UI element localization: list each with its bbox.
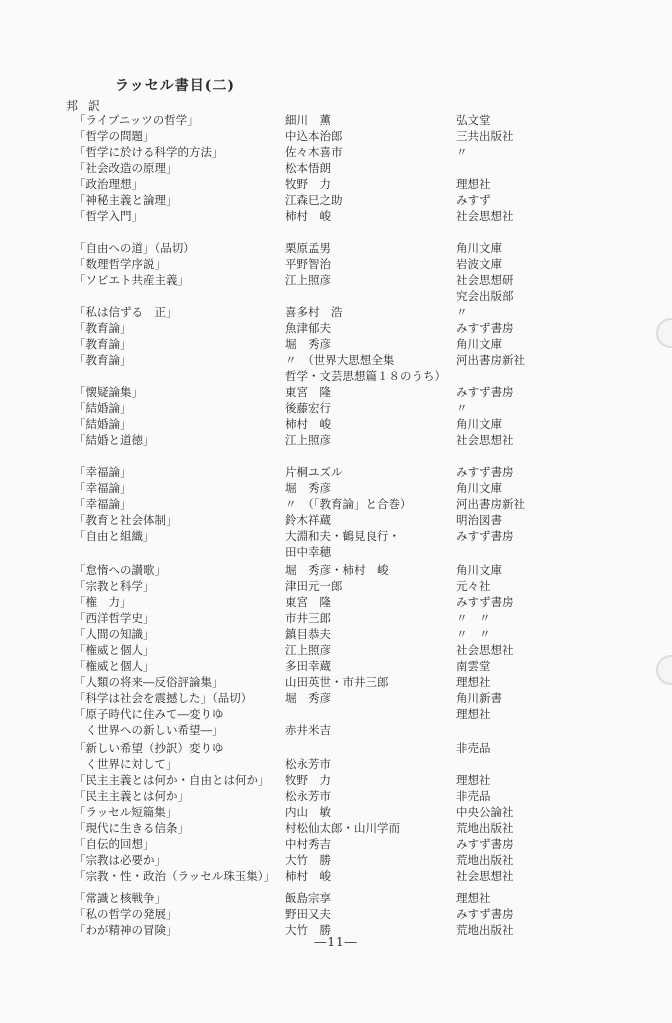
- list-item: [0, 562, 672, 578]
- entry-publisher: みすず書房: [456, 385, 514, 399]
- list-item: [0, 112, 672, 128]
- entry-translator: 鈴木祥蔵: [285, 513, 331, 527]
- entry-title: 「教育論」: [74, 321, 132, 335]
- list-item: [0, 176, 672, 192]
- entry-translator: 細川 薫: [285, 113, 331, 127]
- entry-translator: 後藤宏行: [285, 401, 331, 415]
- list-item: [0, 144, 672, 160]
- list-item: [0, 512, 672, 528]
- entry-translator: 佐々木喜市: [285, 145, 343, 159]
- list-item: [0, 400, 672, 416]
- list-item: [0, 906, 672, 922]
- section-label: 邦 訳: [66, 99, 103, 113]
- entry-publisher: みすず書房: [456, 321, 514, 335]
- entry-translator: 山田英世・市井三郎: [285, 675, 389, 689]
- list-item: [0, 368, 672, 384]
- entry-title: 「権威と個人」: [74, 643, 155, 657]
- list-item: [0, 804, 672, 820]
- list-item: [0, 160, 672, 176]
- list-item: [0, 836, 672, 852]
- entry-title: 「民主主義とは何か」: [74, 789, 189, 803]
- entry-title: 「私は信ずる 正」: [74, 305, 178, 319]
- entry-publisher: 明治図書: [456, 513, 502, 527]
- list-item: [0, 256, 672, 272]
- entry-translator: 〃 （世界大思想全集: [285, 353, 395, 367]
- entry-publisher: 角川文庫: [456, 481, 502, 495]
- entry-publisher: 究会出版部: [456, 289, 514, 303]
- list-item: [0, 868, 672, 884]
- entry-translator: 松永芳市: [285, 757, 331, 771]
- entry-title: 「教育論」: [74, 353, 132, 367]
- list-item: [0, 192, 672, 208]
- entry-publisher: 河出書房新社: [456, 497, 525, 511]
- list-item: [0, 432, 672, 448]
- entry-translator: 堀 秀彦・柿村 峻: [285, 563, 389, 577]
- entry-translator: 松本悟朗: [285, 161, 331, 175]
- list-item: [0, 642, 672, 658]
- entry-publisher: 社会思想社: [456, 433, 514, 447]
- entry-translator: 江上照彦: [285, 433, 331, 447]
- entry-translator: 大竹 勝: [285, 923, 331, 937]
- entry-publisher: 〃 〃: [456, 611, 491, 625]
- entry-title: 「ライプニッツの哲学」: [74, 113, 199, 127]
- entry-title: 「教育論」: [74, 337, 132, 351]
- entry-translator: 東宮 隆: [285, 385, 331, 399]
- entry-title: 「結婚論」: [74, 417, 132, 431]
- entry-title: 「神秘主義と論理」: [74, 193, 178, 207]
- entry-title: 「哲学入門」: [74, 209, 143, 223]
- entry-translator: 赤井米吉: [285, 723, 331, 737]
- entry-translator: 中村秀吉: [285, 837, 331, 851]
- list-item: [0, 890, 672, 906]
- entry-translator: 飯島宗享: [285, 891, 331, 905]
- entry-translator: 柿村 峻: [285, 209, 331, 223]
- entry-title: 「宗教と科学」: [74, 579, 155, 593]
- entry-publisher: 角川文庫: [456, 563, 502, 577]
- entry-title: 「権威と個人」: [74, 659, 155, 673]
- entry-publisher: 理想社: [456, 773, 491, 787]
- entry-title: 「現代に生きる信条」: [74, 821, 189, 835]
- entry-translator: 東宮 隆: [285, 595, 331, 609]
- list-item: [0, 626, 672, 642]
- entry-translator: 〃 （「教育論」と合巻）: [285, 497, 412, 511]
- entry-publisher: 岩波文庫: [456, 257, 502, 271]
- entry-translator: 松永芳市: [285, 789, 331, 803]
- entry-publisher: 荒地出版社: [456, 853, 514, 867]
- entry-publisher: 〃: [456, 401, 468, 415]
- list-item: [0, 722, 672, 738]
- entry-translator: 津田元一郎: [285, 579, 343, 593]
- list-item: [0, 690, 672, 706]
- entry-publisher: 〃: [456, 305, 468, 319]
- entry-translator: 柿村 峻: [285, 869, 331, 883]
- entry-translator: 村松仙太郎・山川学而: [285, 821, 400, 835]
- entry-publisher: 三共出版社: [456, 129, 514, 143]
- entry-translator: 江上照彦: [285, 643, 331, 657]
- entry-publisher: 社会思想社: [456, 643, 514, 657]
- list-item: [0, 288, 672, 304]
- list-item: [0, 128, 672, 144]
- entry-publisher: 荒地出版社: [456, 821, 514, 835]
- entry-publisher: 社会思想社: [456, 869, 514, 883]
- entry-title: 「哲学の問題」: [74, 129, 155, 143]
- entry-title: 「わが精神の冒険」: [74, 923, 178, 937]
- entry-title: 「新しい希望（抄訳）変りゆ: [74, 741, 224, 755]
- entry-title: 「社会改造の原理」: [74, 161, 178, 175]
- list-item: [0, 544, 672, 560]
- entry-translator: 牧野 力: [285, 177, 331, 191]
- entry-translator: 野田又夫: [285, 907, 331, 921]
- list-item: [0, 384, 672, 400]
- entry-translator: 多田幸蔵: [285, 659, 331, 673]
- entry-translator: 江森巳之助: [285, 193, 343, 207]
- entry-publisher: 元々社: [456, 579, 491, 593]
- entry-title: 「自由と組織」: [74, 529, 155, 543]
- list-item: [0, 528, 672, 544]
- entry-title: 「人間の知識」: [74, 627, 155, 641]
- list-item: [0, 320, 672, 336]
- entry-title: 「ラッセル短篇集」: [74, 805, 178, 819]
- entry-publisher: 荒地出版社: [456, 923, 514, 937]
- entry-translator: 市井三郎: [285, 611, 331, 625]
- entry-title: 「常識と核戦争」: [74, 891, 166, 905]
- list-item: [0, 578, 672, 594]
- entry-title: 「私の哲学の発展」: [74, 907, 178, 921]
- list-item: [0, 304, 672, 320]
- entry-title: 「自伝的回想」: [74, 837, 155, 851]
- entry-translator: 鎮目恭夫: [285, 627, 331, 641]
- list-item: [0, 772, 672, 788]
- entry-translator: 魚津郁夫: [285, 321, 331, 335]
- entry-translator: 大竹 勝: [285, 853, 331, 867]
- list-item: [0, 480, 672, 496]
- entry-title: 「幸福論」: [74, 481, 132, 495]
- entry-publisher: みすず書房: [456, 907, 514, 921]
- entry-publisher: みすず書房: [456, 465, 514, 479]
- list-item: [0, 496, 672, 512]
- entry-publisher: 河出書房新社: [456, 353, 525, 367]
- entry-translator: 堀 秀彦: [285, 691, 331, 705]
- entry-title: 「結婚と道徳」: [74, 433, 155, 447]
- entry-translator: 哲学・文芸思想篇１８のうち）: [285, 369, 446, 383]
- entry-publisher: 中央公論社: [456, 805, 514, 819]
- list-item: [0, 208, 672, 224]
- entry-publisher: 社会思想研: [456, 273, 514, 287]
- list-item: [0, 674, 672, 690]
- entry-publisher: 角川文庫: [456, 337, 502, 351]
- list-item: [0, 464, 672, 480]
- entry-publisher: 理想社: [456, 675, 491, 689]
- entry-publisher: 弘文堂: [456, 113, 491, 127]
- entry-title: 「懐疑論集」: [74, 385, 143, 399]
- entry-translator: 堀 秀彦: [285, 337, 331, 351]
- list-item: [0, 416, 672, 432]
- entry-title: 「宗教・性・政治（ラッセル珠玉集）」: [74, 869, 276, 883]
- entry-publisher: 角川文庫: [456, 241, 502, 255]
- entry-translator: 中込本治郎: [285, 129, 343, 143]
- entry-title: く世界に対して」: [74, 757, 178, 771]
- entry-title: 「哲学に於ける科学的方法」: [74, 145, 224, 159]
- entry-title: 「怠惰への讃歌」: [74, 563, 166, 577]
- entry-title: 「自由への道」（品切）: [74, 241, 195, 255]
- entry-translator: 内山 敏: [285, 805, 331, 819]
- list-item: [0, 272, 672, 288]
- list-item: [0, 336, 672, 352]
- entry-translator: 大淵和夫・鶴見良行・: [285, 529, 400, 543]
- entry-publisher: 理想社: [456, 891, 491, 905]
- entry-publisher: 角川文庫: [456, 417, 502, 431]
- list-item: [0, 610, 672, 626]
- entry-translator: 江上照彦: [285, 273, 331, 287]
- page-number: ―11―: [314, 935, 358, 949]
- entry-publisher: みすず書房: [456, 837, 514, 851]
- entry-translator: 喜多村 浩: [285, 305, 343, 319]
- list-item: [0, 756, 672, 772]
- entry-publisher: 非売品: [456, 789, 491, 803]
- entry-title: 「原子時代に住みて―変りゆ: [74, 707, 224, 721]
- entry-publisher: 〃: [456, 145, 468, 159]
- entry-title: 「科学は社会を震撼した」（品切）: [74, 691, 253, 705]
- entry-title: く世界への新しい希望―」: [74, 723, 224, 737]
- entry-title: 「結婚論」: [74, 401, 132, 415]
- page-title: ラッセル書目(二): [115, 78, 235, 94]
- list-item: [0, 706, 672, 722]
- entry-title: 「権 力」: [74, 595, 132, 609]
- entry-translator: 片桐ユズル: [285, 465, 343, 479]
- list-item: [0, 820, 672, 836]
- entry-title: 「宗教は必要か」: [74, 853, 166, 867]
- list-item: [0, 240, 672, 256]
- entry-publisher: 社会思想社: [456, 209, 514, 223]
- entry-publisher: 南雲堂: [456, 659, 491, 673]
- entry-publisher: 非売品: [456, 741, 491, 755]
- entry-title: 「ソビエト共産主義」: [74, 273, 189, 287]
- entry-publisher: みすず: [456, 193, 491, 207]
- entry-title: 「西洋哲学史」: [74, 611, 155, 625]
- list-item: [0, 740, 672, 756]
- entry-title: 「幸福論」: [74, 497, 132, 511]
- list-item: [0, 852, 672, 868]
- entry-title: 「幸福論」: [74, 465, 132, 479]
- entry-translator: 堀 秀彦: [285, 481, 331, 495]
- list-item: [0, 788, 672, 804]
- entry-publisher: 理想社: [456, 177, 491, 191]
- entry-translator: 柿村 峻: [285, 417, 331, 431]
- list-item: [0, 352, 672, 368]
- entry-publisher: みすず書房: [456, 529, 514, 543]
- entry-translator: 田中幸穂: [285, 545, 331, 559]
- entry-title: 「政治理想」: [74, 177, 143, 191]
- entry-translator: 栗原孟男: [285, 241, 331, 255]
- entry-translator: 平野智治: [285, 257, 331, 271]
- entry-title: 「民主主義とは何か・自由とは何か」: [74, 773, 270, 787]
- entry-translator: 牧野 力: [285, 773, 331, 787]
- entry-title: 「人類の将来―反俗評論集」: [74, 675, 224, 689]
- entry-publisher: 〃 〃: [456, 627, 491, 641]
- list-item: [0, 594, 672, 610]
- entry-title: 「数理哲学序説」: [74, 257, 166, 271]
- list-item: [0, 658, 672, 674]
- entry-publisher: 理想社: [456, 707, 491, 721]
- entry-publisher: 角川新書: [456, 691, 502, 705]
- entry-title: 「教育と社会体制」: [74, 513, 178, 527]
- entry-publisher: みすず書房: [456, 595, 514, 609]
